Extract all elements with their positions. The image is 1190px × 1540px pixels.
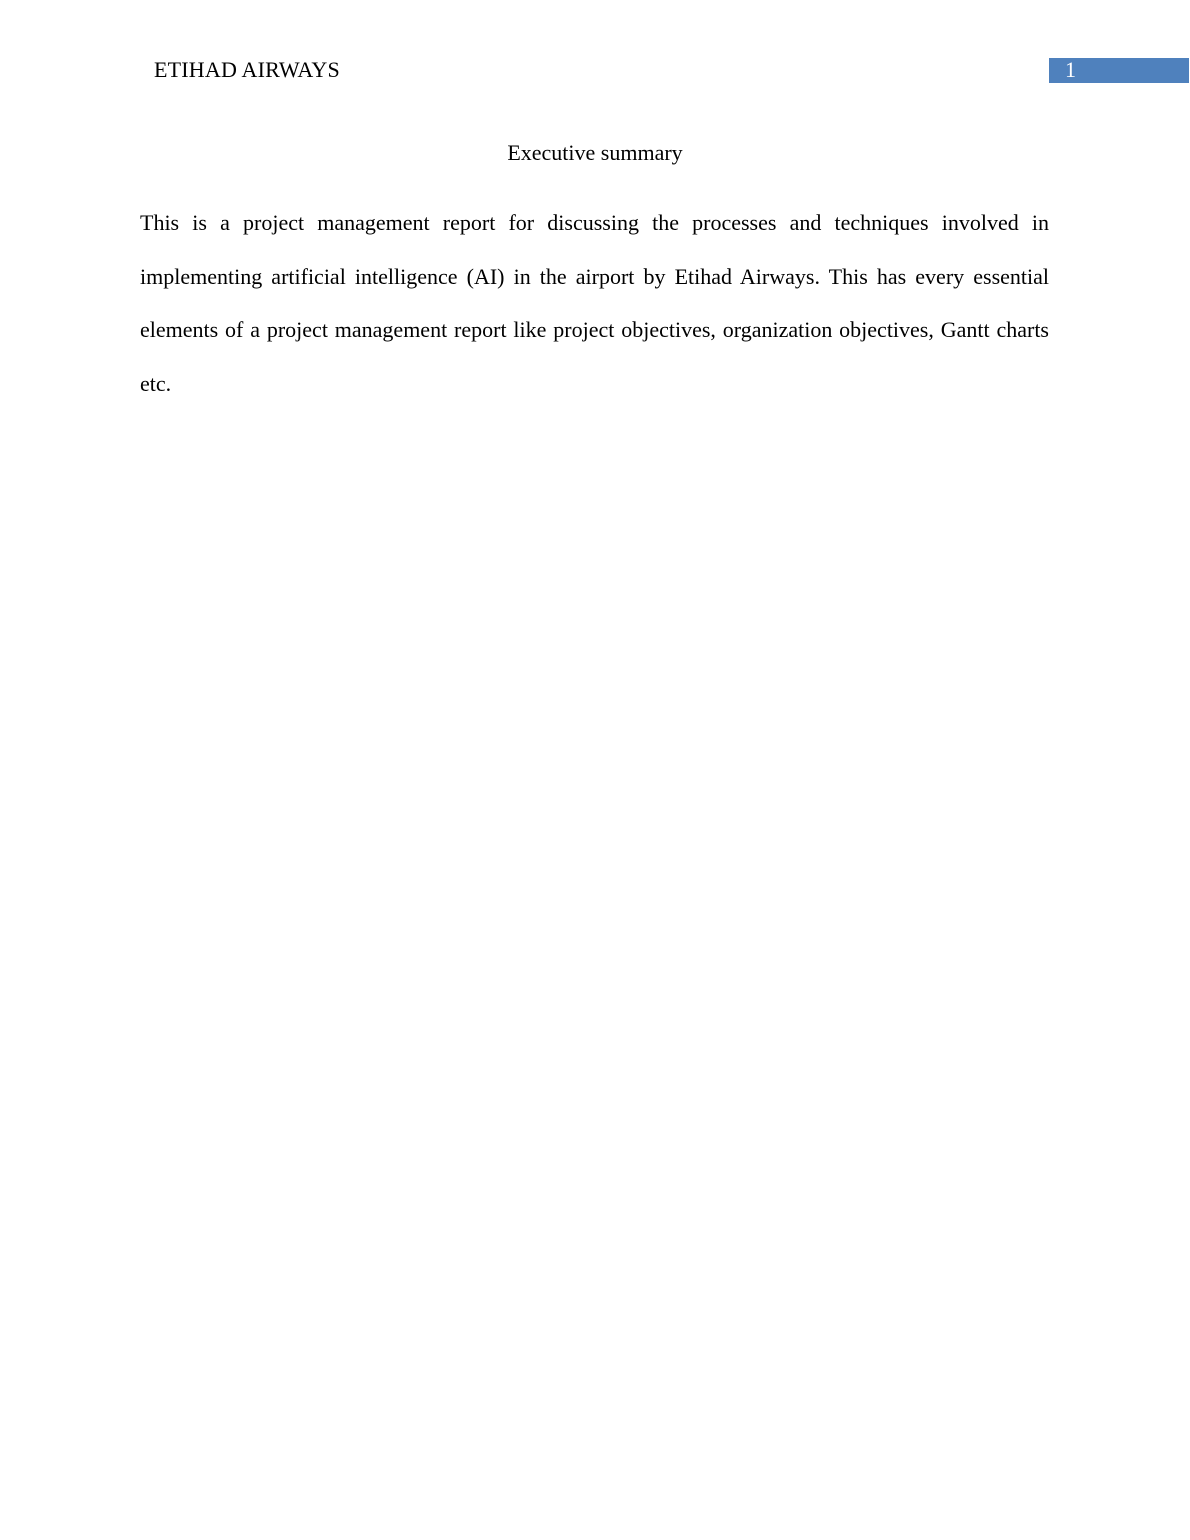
- page-number-badge: [1049, 58, 1189, 83]
- page-number: 1: [1065, 57, 1076, 82]
- section-title: Executive summary: [507, 140, 683, 165]
- running-head: ETIHAD AIRWAYS: [154, 57, 340, 82]
- executive-summary-paragraph: This is a project management report for discussing the processes and techniques involved in implementing artificial intelligence (AI) in the airport by Etihad Airways. This has every essential elements of a project management report like project objectives, organization objectives, Gantt charts etc.: [140, 210, 1049, 397]
